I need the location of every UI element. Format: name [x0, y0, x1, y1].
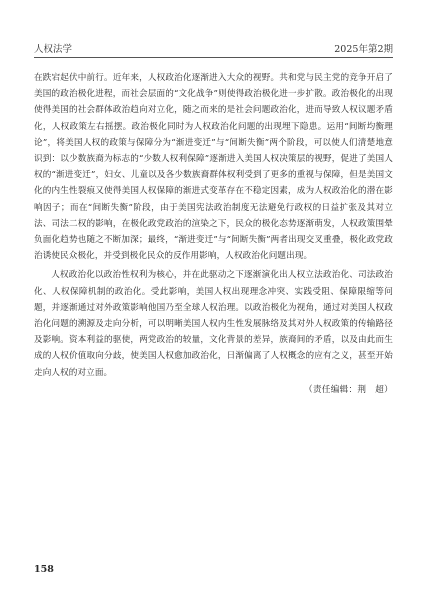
page-number: 158	[34, 564, 54, 575]
body-paragraph: 在跌宕起伏中前行。近年来，人权政治化逐渐进入大众的视野。共和党与民主党的竞争开启了美国的政治极化进程，而社会层面的“文化战争”则使得政治极化进一步扩散。政治极化的出现使得美国的社会群体政治趋向对立化，随之而来的是社会问题政治化，进而导致人权议题矛盾化，人权政策左右摇摆。政治极化同时为人权政治化问题的出现埋下隐患。运用“间断均衡理论”，将美国人权的政策与保障分为“渐进变迁”与“间断失衡”两个阶段，可以使人们清楚地意识到：以少数族裔为标志的“少数人权利保障”逐渐进入美国人权决策层的视野，促进了美国人权的“渐进变迁”，妇女、儿童以及各少数族裔群体权利受到了更多的重视与保障，但是美国文化的内生性裂痕又使得美国人权保障的渐进式变革存在不稳定因素，成为人权政治化的潜在影响因子；而在“间断失衡”阶段，由于美国宪法政治制度无法避免行政权的日益扩张及其对立法、司法二权的影响，在极化政党政治的渲染之下，民众的极化态势逐渐萌发，人权政策围晕负面化趋势也随之不断加深；最终，“渐进变迁”与“间断失衡”两者出现交叉重叠，极化政党政治诱使民众极化，并受到极化民众的反作用影响，人权政治化问题出现。	[34, 73, 393, 262]
issue-label: 2025年第2期	[334, 44, 393, 55]
running-header	[34, 41, 393, 55]
editor-credit: （责任编辑：荆 超）	[304, 385, 393, 395]
header-divider	[34, 57, 393, 58]
article-body	[34, 70, 393, 381]
body-paragraph: 人权政治化以政治性权利为核心，并在此驱动之下逐渐演化出人权立法政治化、司法政治化、人权保障机制的政治化。受此影响，美国人权出现理念冲突、实践受阻、保障限缩等问题，并逐渐通过对外政策影响他国乃至全球人权治理。以政治极化为视角，通过对美国人权政治化问题的溯源及走向分析，可以明晰美国人权内生性发展脉络及其对外人权政策的传输路径及影响。资本利益的驱使，两党政治的较量，文化背景的差异，族裔间的矛盾，以及由此而生成的人权价值取向分歧，使美国人权愈加政治化，日渐偏离了人权概念的应有之义，甚至开始走向人权的对立面。	[34, 270, 393, 378]
journal-name: 人权法学	[34, 44, 73, 55]
